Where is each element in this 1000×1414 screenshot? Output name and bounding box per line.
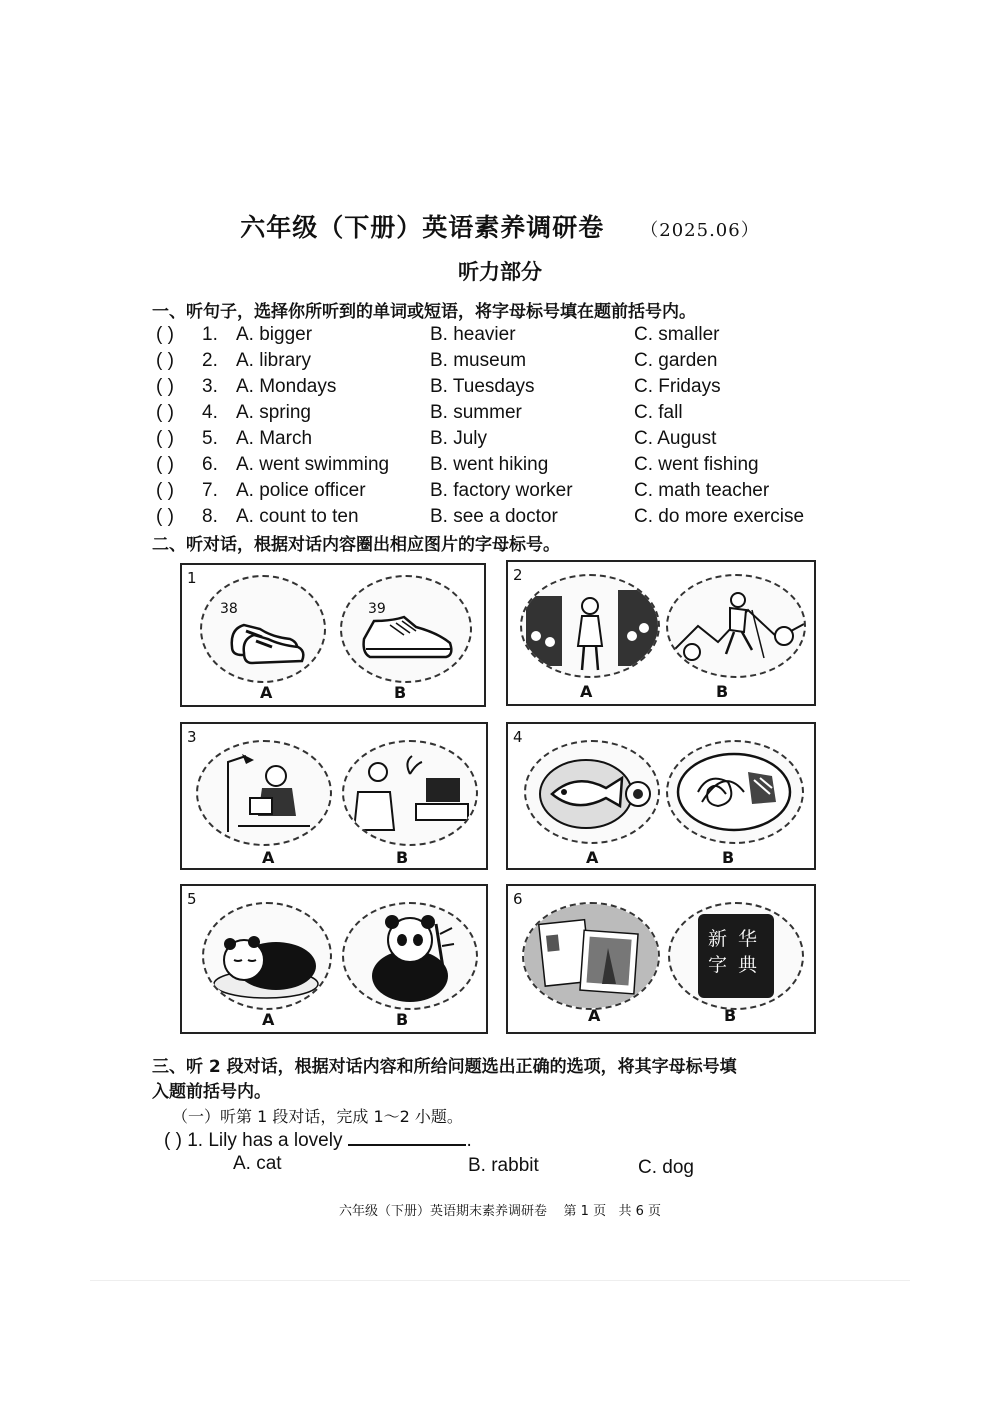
street-market-girl-icon — [520, 574, 660, 678]
panel-number: 1 — [187, 569, 197, 587]
postcards-drawing — [524, 904, 658, 1008]
answer-paren[interactable]: ( ) — [156, 428, 174, 449]
question-number: 7. — [202, 480, 218, 501]
question-number: 5. — [202, 428, 218, 449]
question-row — [156, 376, 836, 402]
option-b-label: B — [716, 682, 729, 701]
section-heading-listening: 听力部分 — [458, 259, 542, 284]
question-end: . — [466, 1130, 472, 1151]
option-c: C. fall — [634, 402, 683, 423]
sneaker-drawing — [342, 577, 470, 681]
option-a-label: A — [580, 682, 593, 701]
section3-part1-heading: （一）听第 1 段对话，完成 1～2 小题。 — [172, 1107, 463, 1126]
question-number: 3. — [202, 376, 218, 397]
panel-number: 3 — [187, 728, 197, 746]
option-c: C. smaller — [634, 324, 720, 345]
market-drawing — [522, 576, 658, 676]
hiking-drawing — [668, 576, 804, 676]
reading-drawing — [198, 742, 330, 844]
sleeping-panda-drawing — [204, 904, 330, 1008]
flat-shoes-drawing — [202, 577, 324, 681]
question-row — [156, 506, 836, 532]
option-b-label: B — [396, 1010, 409, 1029]
noodles-steak-dish-icon — [666, 740, 804, 844]
question-row — [156, 402, 836, 428]
dict-char-3: 字 — [708, 954, 728, 976]
option-b: B. went hiking — [430, 454, 549, 475]
section2-instruction: 二、听对话，根据对话内容圈出相应图片的字母标号。 — [152, 535, 560, 555]
dict-char-4: 典 — [738, 954, 758, 976]
exam-date: （2025.06） — [640, 220, 760, 241]
question-row — [156, 454, 836, 480]
picture-panel-4 — [506, 722, 816, 870]
answer-paren[interactable]: ( ) — [156, 454, 174, 475]
panel-number: 4 — [513, 728, 523, 746]
panel-number: 2 — [513, 566, 523, 584]
question-row — [156, 480, 836, 506]
option-a-label: A — [260, 683, 273, 702]
answer-paren[interactable]: ( ) — [156, 376, 174, 397]
option-a: A. count to ten — [236, 506, 359, 527]
option-b: B. summer — [430, 402, 522, 423]
option-b-label: B — [394, 683, 407, 702]
option-b: B. heavier — [430, 324, 516, 345]
fish-dish-drawing — [526, 742, 658, 842]
section1-instruction: 一、听句子，选择你所听到的单词或短语，将字母标号填在题前括号内。 — [152, 302, 696, 322]
question-stem: 1. Lily has a lovely — [187, 1130, 343, 1151]
watching-tv-girl-icon — [342, 740, 478, 846]
option-a: A. spring — [236, 402, 311, 423]
option-a: A. library — [236, 350, 311, 371]
question-number: 1. — [202, 324, 218, 345]
answer-paren[interactable]: ( ) — [156, 480, 174, 501]
tv-drawing — [344, 742, 476, 844]
dictionary-book — [698, 914, 774, 998]
option-a-label: A — [586, 848, 599, 867]
size-label: 38 — [220, 601, 238, 617]
question-number: 6. — [202, 454, 218, 475]
option-a: A. went swimming — [236, 454, 390, 475]
option-a: A. bigger — [236, 324, 313, 345]
question-number: 8. — [202, 506, 218, 527]
option-c: C. garden — [634, 350, 718, 371]
page-edge-divider — [90, 1280, 910, 1281]
dict-char-2: 华 — [738, 928, 758, 950]
noodle-dish-drawing — [668, 742, 802, 842]
sleeping-panda-icon — [202, 902, 332, 1010]
title-text: 六年级（下册）英语素养调研卷 — [240, 213, 605, 242]
page-footer: 六年级（下册）英语期末素养调研卷 第 1 页 共 6 页 — [339, 1204, 661, 1219]
option-a-label: A — [588, 1006, 601, 1025]
panel-number: 5 — [187, 890, 197, 908]
answer-paren[interactable]: ( ) — [156, 324, 174, 345]
answer-paren[interactable]: ( ) — [156, 506, 174, 527]
option-c: C. August — [634, 428, 717, 449]
page-title — [0, 208, 1000, 244]
hiking-girl-icon — [666, 574, 806, 678]
q1-option-b: B. rabbit — [468, 1155, 539, 1176]
question-number: 2. — [202, 350, 218, 371]
option-a: A. March — [236, 428, 313, 449]
fish-rice-dish-icon — [524, 740, 660, 844]
option-b-label: B — [722, 848, 735, 867]
question-number: 4. — [202, 402, 218, 423]
section3-instruction-line1: 三、听 2 段对话，根据对话内容和所给问题选出正确的选项，将其字母标号填 — [152, 1057, 737, 1077]
shoes-size-38-icon — [200, 575, 326, 683]
option-b: B. museum — [430, 350, 527, 371]
option-a: A. police officer — [236, 480, 366, 501]
answer-paren[interactable]: ( ) — [156, 402, 174, 423]
eating-panda-drawing — [344, 904, 476, 1008]
option-c: C. math teacher — [634, 480, 770, 501]
option-c: C. Fridays — [634, 376, 721, 397]
q1-option-a: A. cat — [233, 1153, 282, 1174]
option-b: B. July — [430, 428, 488, 449]
answer-paren[interactable]: ( ) — [156, 350, 174, 371]
question-row — [156, 350, 836, 376]
q1-option-c: C. dog — [638, 1157, 694, 1178]
picture-panel-6 — [506, 884, 816, 1034]
answer-paren[interactable]: ( ) — [164, 1130, 182, 1151]
section3-question-1 — [164, 1128, 472, 1152]
dict-char-1: 新 — [708, 928, 728, 950]
option-b-label: B — [396, 848, 409, 867]
section3-instruction-line2: 入题前括号内。 — [152, 1082, 271, 1102]
picture-panel-5 — [180, 884, 488, 1034]
question-row — [156, 428, 836, 454]
option-b-label: B — [724, 1006, 737, 1025]
xinhua-dictionary-icon — [668, 902, 804, 1010]
option-c: C. went fishing — [634, 454, 759, 475]
option-c: C. do more exercise — [634, 506, 805, 527]
size-label: 39 — [368, 601, 386, 617]
answer-blank[interactable] — [348, 1128, 466, 1146]
question-row — [156, 324, 836, 350]
option-b: B. factory worker — [430, 480, 573, 501]
picture-panel-1 — [180, 563, 486, 707]
option-b: B. Tuesdays — [430, 376, 535, 397]
eating-panda-icon — [342, 902, 478, 1010]
option-a: A. Mondays — [236, 376, 337, 397]
postcards-photos-icon — [522, 902, 660, 1010]
sneaker-size-39-icon — [340, 575, 472, 683]
option-b: B. see a doctor — [430, 506, 558, 527]
picture-panel-3 — [180, 722, 488, 870]
option-a-label: A — [262, 1010, 275, 1029]
option-a-label: A — [262, 848, 275, 867]
picture-panel-2 — [506, 560, 816, 706]
panel-number: 6 — [513, 890, 523, 908]
reading-girl-icon — [196, 740, 332, 846]
